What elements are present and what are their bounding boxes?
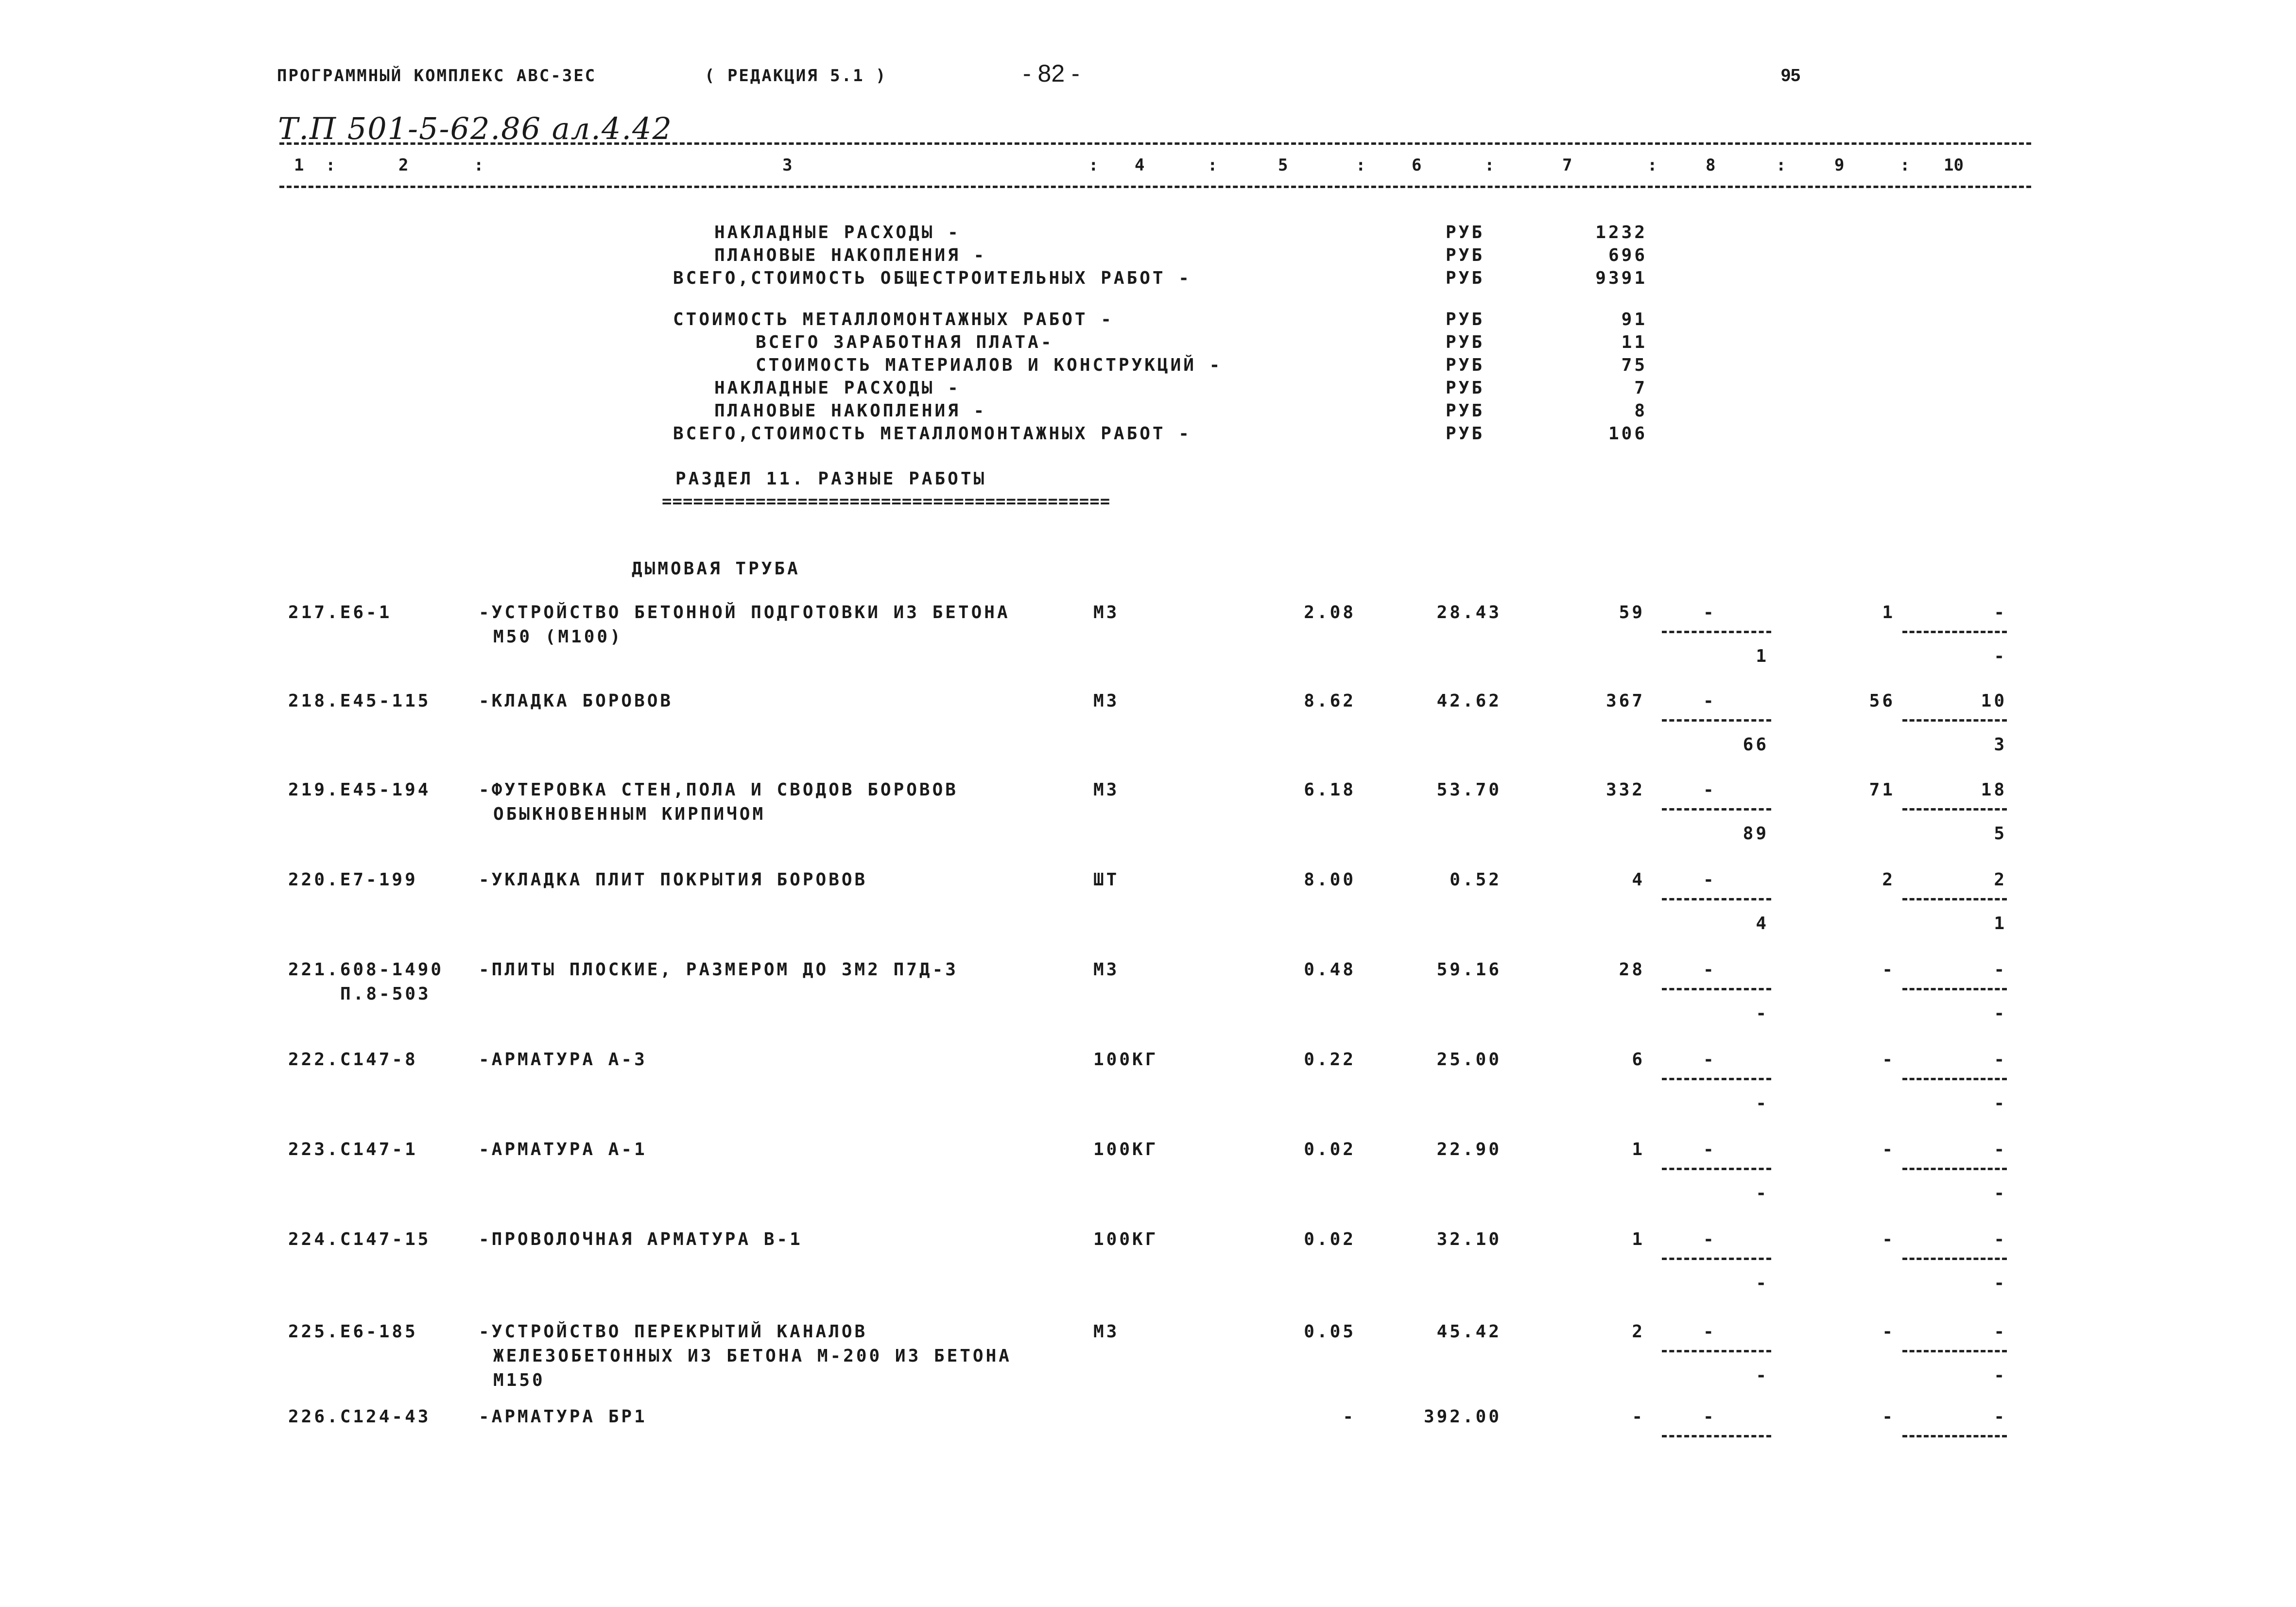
col8-divider	[1662, 808, 1771, 811]
col8-bottom: -	[1756, 1003, 1769, 1023]
col10-bottom: 1	[1994, 914, 2007, 933]
item-quantity: 0.02	[1304, 1140, 1356, 1159]
summary-value: 11	[1621, 332, 1647, 352]
item-description: М50 (М100)	[493, 627, 623, 647]
item-unit-price: 53.70	[1436, 780, 1502, 800]
item-total: 28	[1619, 960, 1645, 980]
col9-value: 71	[1869, 780, 1895, 800]
item-unit-price: 32.10	[1436, 1229, 1502, 1249]
column-separator: :	[474, 156, 484, 175]
col10-divider	[1902, 898, 2007, 900]
item-description: -ПРОВОЛОЧНАЯ АРМАТУРА В-1	[479, 1229, 803, 1249]
summary-label: НАКЛАДНЫЕ РАСХОДЫ -	[714, 378, 961, 398]
column-separator: :	[1900, 156, 1910, 175]
col10-top: -	[1994, 1407, 2007, 1427]
item-unit-price: 42.62	[1436, 691, 1502, 711]
item-description: -ПЛИТЫ ПЛОСКИЕ, РАЗМЕРОМ ДО 3М2 П7Д-3	[479, 960, 958, 980]
summary-unit: РУБ	[1446, 310, 1485, 329]
col8-divider	[1662, 631, 1771, 633]
col8-bottom: 4	[1756, 914, 1769, 933]
section-title: РАЗДЕЛ 11. РАЗНЫЕ РАБОТЫ	[675, 469, 987, 489]
col8-top: -	[1703, 1229, 1716, 1249]
item-unit: М3	[1093, 960, 1120, 980]
col10-top: 2	[1994, 870, 2007, 890]
col10-top: -	[1994, 603, 2007, 622]
item-quantity: 0.02	[1304, 1229, 1356, 1249]
summary-label: СТОИМОСТЬ МАТЕРИАЛОВ И КОНСТРУКЦИЙ -	[756, 355, 1223, 375]
page-number: - 82 -	[1023, 60, 1080, 87]
col10-top: -	[1994, 1140, 2007, 1159]
column-separator: :	[1208, 156, 1218, 175]
item-unit: ШТ	[1093, 870, 1120, 890]
col10-bottom: -	[1994, 1003, 2007, 1023]
sheet-number: 95	[1781, 65, 1801, 85]
column-number: 9	[1834, 156, 1845, 175]
summary-unit: РУБ	[1446, 268, 1485, 288]
column-separator: :	[1485, 156, 1495, 175]
col10-bottom: -	[1994, 1183, 2007, 1203]
col9-value: 1	[1882, 603, 1895, 622]
item-code: 218.Е45-115	[288, 691, 431, 711]
col8-divider	[1662, 898, 1771, 900]
item-unit-price: 28.43	[1436, 603, 1502, 622]
table-top-rule	[279, 142, 2031, 145]
item-unit-price: 0.52	[1450, 870, 1502, 890]
col10-top: 18	[1981, 780, 2007, 800]
column-number: 2	[398, 156, 409, 175]
item-total: 1	[1632, 1229, 1645, 1249]
item-code: 222.С147-8	[288, 1050, 418, 1070]
item-total: -	[1632, 1407, 1645, 1427]
summary-unit: РУБ	[1446, 378, 1485, 398]
summary-label: НАКЛАДНЫЕ РАСХОДЫ -	[714, 223, 961, 242]
summary-unit: РУБ	[1446, 245, 1485, 265]
col8-top: -	[1703, 960, 1716, 980]
column-number: 1	[294, 156, 304, 175]
edition-label: ( РЕДАКЦИЯ 5.1 )	[705, 66, 887, 86]
summary-label: ВСЕГО ЗАРАБОТНАЯ ПЛАТА-	[756, 332, 1054, 352]
item-quantity: 0.05	[1304, 1322, 1356, 1342]
item-description: -АРМАТУРА А-1	[479, 1140, 647, 1159]
col8-divider	[1662, 719, 1771, 722]
item-code: 220.Е7-199	[288, 870, 418, 890]
col9-value: 2	[1882, 870, 1895, 890]
item-total: 6	[1632, 1050, 1645, 1070]
item-description: ЖЕЛЕЗОБЕТОННЫХ ИЗ БЕТОНА М-200 ИЗ БЕТОНА	[493, 1346, 1012, 1366]
item-unit-price: 392.00	[1423, 1407, 1502, 1427]
item-description: -КЛАДКА БОРОВОВ	[479, 691, 673, 711]
column-number: 10	[1944, 156, 1964, 175]
column-separator: :	[1776, 156, 1786, 175]
col8-top: -	[1703, 1322, 1716, 1342]
col10-bottom: -	[1994, 1093, 2007, 1113]
subsection-title: ДЫМОВАЯ ТРУБА	[632, 559, 800, 579]
col8-top: -	[1703, 870, 1716, 890]
col10-divider	[1902, 1258, 2007, 1260]
column-separator: :	[326, 156, 336, 175]
summary-label: ПЛАНОВЫЕ НАКОПЛЕНИЯ -	[714, 401, 987, 421]
item-description: -УСТРОЙСТВО ПЕРЕКРЫТИЙ КАНАЛОВ	[479, 1322, 868, 1342]
col10-bottom: 5	[1994, 824, 2007, 844]
summary-label: СТОИМОСТЬ МЕТАЛЛОМОНТАЖНЫХ РАБОТ -	[673, 310, 1114, 329]
column-separator: :	[1088, 156, 1099, 175]
summary-unit: РУБ	[1446, 424, 1485, 444]
col9-value: -	[1882, 1322, 1895, 1342]
item-code-secondary: П.8-503	[340, 984, 431, 1004]
col8-divider	[1662, 1168, 1771, 1170]
summary-value: 696	[1608, 245, 1647, 265]
col10-divider	[1902, 808, 2007, 811]
col8-bottom: 1	[1756, 646, 1769, 666]
col8-divider	[1662, 1078, 1771, 1080]
col10-divider	[1902, 1435, 2007, 1437]
summary-value: 1232	[1595, 223, 1647, 242]
col8-bottom: -	[1756, 1365, 1769, 1385]
summary-label: ВСЕГО,СТОИМОСТЬ ОБЩЕСТРОИТЕЛЬНЫХ РАБОТ -	[673, 268, 1191, 288]
col8-top: -	[1703, 1140, 1716, 1159]
item-total: 59	[1619, 603, 1645, 622]
column-separator: :	[1356, 156, 1366, 175]
item-code: 217.Е6-1	[288, 603, 392, 622]
item-total: 4	[1632, 870, 1645, 890]
item-code: 226.С124-43	[288, 1407, 431, 1427]
item-code: 221.608-1490	[288, 960, 444, 980]
item-unit: М3	[1093, 691, 1120, 711]
item-quantity: -	[1343, 1407, 1356, 1427]
item-code: 224.С147-15	[288, 1229, 431, 1249]
col8-divider	[1662, 1258, 1771, 1260]
item-description: -ФУТЕРОВКА СТЕН,ПОЛА И СВОДОВ БОРОВОВ	[479, 780, 958, 800]
col9-value: 56	[1869, 691, 1895, 711]
col9-value: -	[1882, 1050, 1895, 1070]
summary-value: 106	[1608, 424, 1647, 444]
col8-top: -	[1703, 1050, 1716, 1070]
item-unit: М3	[1093, 780, 1120, 800]
column-separator: :	[1647, 156, 1657, 175]
item-quantity: 2.08	[1304, 603, 1356, 622]
item-quantity: 8.62	[1304, 691, 1356, 711]
column-number: 5	[1278, 156, 1288, 175]
item-code: 219.Е45-194	[288, 780, 431, 800]
column-number: 8	[1706, 156, 1716, 175]
item-description: -УКЛАДКА ПЛИТ ПОКРЫТИЯ БОРОВОВ	[479, 870, 868, 890]
col10-divider	[1902, 1350, 2007, 1352]
col8-divider	[1662, 988, 1771, 990]
item-unit-price: 25.00	[1436, 1050, 1502, 1070]
item-quantity: 0.22	[1304, 1050, 1356, 1070]
item-quantity: 6.18	[1304, 780, 1356, 800]
column-number-header	[279, 156, 2031, 177]
handwritten-reference: Т.П 501-5-62.86 ал.4.42	[278, 111, 673, 146]
item-description: ОБЫКНОВЕННЫМ КИРПИЧОМ	[493, 804, 766, 824]
col10-top: -	[1994, 1322, 2007, 1342]
summary-unit: РУБ	[1446, 223, 1485, 242]
col10-bottom: -	[1994, 1273, 2007, 1293]
item-unit: 100КГ	[1093, 1229, 1158, 1249]
summary-value: 9391	[1595, 268, 1647, 288]
item-unit-price: 22.90	[1436, 1140, 1502, 1159]
item-code: 223.С147-1	[288, 1140, 418, 1159]
summary-value: 8	[1634, 401, 1647, 421]
col10-divider	[1902, 1078, 2007, 1080]
item-code: 225.Е6-185	[288, 1322, 418, 1342]
item-description: -АРМАТУРА А-3	[479, 1050, 647, 1070]
col10-divider	[1902, 719, 2007, 722]
summary-value: 75	[1621, 355, 1647, 375]
col9-value: -	[1882, 1407, 1895, 1427]
summary-label: ПЛАНОВЫЕ НАКОПЛЕНИЯ -	[714, 245, 987, 265]
item-description: -АРМАТУРА БР1	[479, 1407, 647, 1427]
item-unit-price: 45.42	[1436, 1322, 1502, 1342]
summary-unit: РУБ	[1446, 401, 1485, 421]
item-total: 332	[1605, 780, 1645, 800]
col8-bottom: -	[1756, 1093, 1769, 1113]
column-number: 7	[1562, 156, 1572, 175]
col10-divider	[1902, 631, 2007, 633]
col8-bottom: 66	[1743, 735, 1769, 755]
item-total: 2	[1632, 1322, 1645, 1342]
program-title: ПРОГРАММНЫЙ КОМПЛЕКС АВС-3ЕС	[277, 66, 597, 86]
col8-top: -	[1703, 603, 1716, 622]
col8-divider	[1662, 1435, 1771, 1437]
col8-top: -	[1703, 1407, 1716, 1427]
item-quantity: 8.00	[1304, 870, 1356, 890]
col9-value: -	[1882, 1229, 1895, 1249]
column-number: 4	[1135, 156, 1145, 175]
summary-unit: РУБ	[1446, 355, 1485, 375]
item-unit: 100КГ	[1093, 1050, 1158, 1070]
col10-bottom: -	[1994, 1365, 2007, 1385]
col8-top: -	[1703, 780, 1716, 800]
col10-bottom: 3	[1994, 735, 2007, 755]
item-total: 367	[1605, 691, 1645, 711]
summary-value: 7	[1634, 378, 1647, 398]
item-description: М150	[493, 1370, 545, 1390]
item-total: 1	[1632, 1140, 1645, 1159]
col8-bottom: -	[1756, 1183, 1769, 1203]
summary-label: ВСЕГО,СТОИМОСТЬ МЕТАЛЛОМОНТАЖНЫХ РАБОТ -	[673, 424, 1191, 444]
column-number: 3	[782, 156, 793, 175]
item-unit: М3	[1093, 603, 1120, 622]
col8-bottom: -	[1756, 1273, 1769, 1293]
col8-bottom: 89	[1743, 824, 1769, 844]
col9-value: -	[1882, 960, 1895, 980]
item-unit: 100КГ	[1093, 1140, 1158, 1159]
col9-value: -	[1882, 1140, 1895, 1159]
section-underline: ===========================================	[662, 492, 1111, 511]
col8-divider	[1662, 1350, 1771, 1352]
item-quantity: 0.48	[1304, 960, 1356, 980]
summary-unit: РУБ	[1446, 332, 1485, 352]
col10-divider	[1902, 1168, 2007, 1170]
col10-bottom: -	[1994, 646, 2007, 666]
item-description: -УСТРОЙСТВО БЕТОННОЙ ПОДГОТОВКИ ИЗ БЕТОНА	[479, 603, 1010, 622]
col10-top: -	[1994, 1229, 2007, 1249]
item-unit-price: 59.16	[1436, 960, 1502, 980]
column-header-rule	[279, 186, 2031, 188]
column-number: 6	[1412, 156, 1422, 175]
col10-top: -	[1994, 960, 2007, 980]
col8-top: -	[1703, 691, 1716, 711]
col10-top: -	[1994, 1050, 2007, 1070]
col10-top: 10	[1981, 691, 2007, 711]
col10-divider	[1902, 988, 2007, 990]
item-unit: М3	[1093, 1322, 1120, 1342]
summary-value: 91	[1621, 310, 1647, 329]
